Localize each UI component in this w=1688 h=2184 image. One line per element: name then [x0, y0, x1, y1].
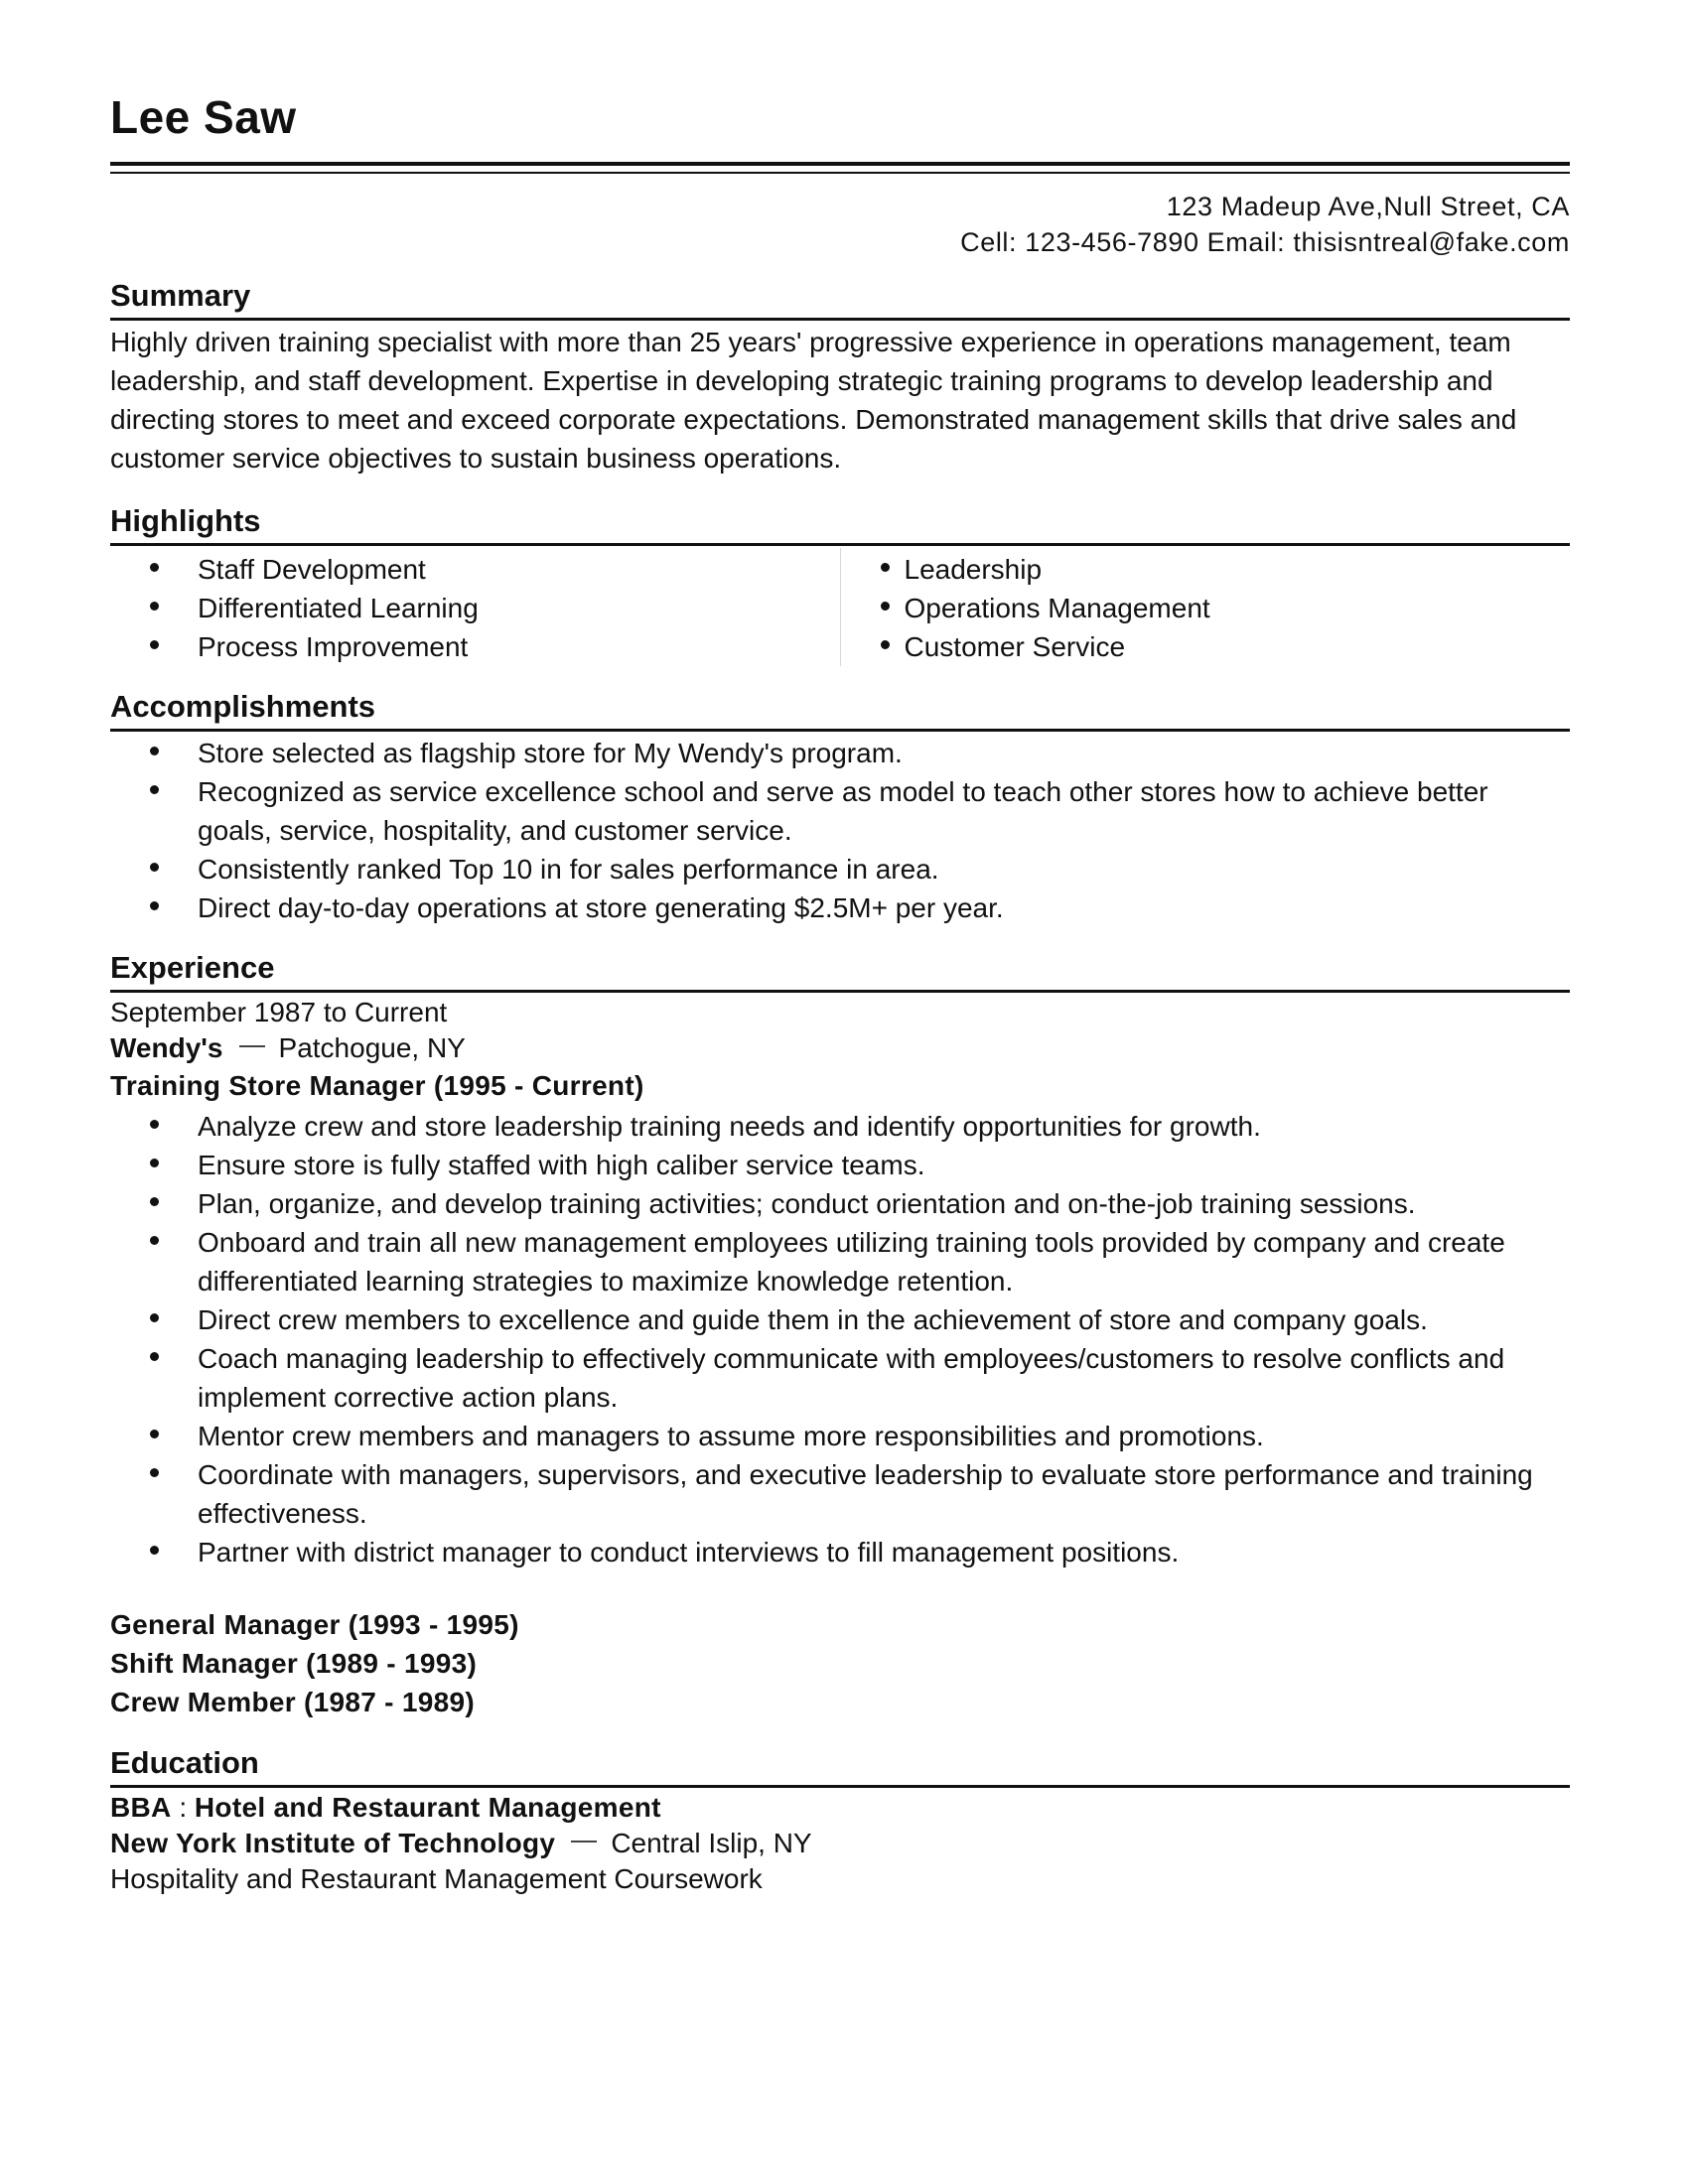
duty-item: Coach managing leadership to effectively communicate with employees/customers to resolve conflicts and implement corrective action plans.: [110, 1339, 1570, 1417]
bullet-icon: [150, 602, 159, 611]
duties-list: [110, 1107, 1570, 1571]
coursework: Hospitality and Restaurant Management Coursework: [110, 1863, 763, 1894]
job-title-current: Training Store Manager (1995 - Current): [110, 1070, 644, 1101]
job-title-previous: General Manager (1993 - 1995): [110, 1609, 519, 1640]
highlight-item: Staff Development: [110, 550, 840, 589]
section-title-experience: Experience: [110, 948, 1570, 993]
highlight-item: Customer Service: [841, 627, 1571, 666]
duty-item: Onboard and train all new management employees utilizing training tools provided by company and create differentiated learning strategies to maximize knowledge retention.: [110, 1223, 1570, 1300]
bullet-icon: [150, 563, 159, 572]
bullet-icon: [150, 1313, 159, 1322]
bullet-icon: [150, 1546, 159, 1555]
dash-separator: [571, 1841, 597, 1843]
contact-phone-email: Cell: 123-456-7890 Email: thisisntreal@fake.com: [960, 227, 1570, 257]
candidate-name: Lee Saw: [110, 91, 297, 143]
contact-block: [960, 189, 1570, 260]
bullet-icon: [150, 1236, 159, 1245]
accomplishment-item: Direct day-to-day operations at store generating $2.5M+ per year.: [110, 888, 1570, 927]
duty-item: Ensure store is fully staffed with high caliber service teams.: [110, 1146, 1570, 1184]
duty-item: Partner with district manager to conduct interviews to fill management positions.: [110, 1533, 1570, 1571]
company-location: Patchogue, NY: [278, 1032, 466, 1063]
highlight-item: Differentiated Learning: [110, 589, 840, 627]
bullet-icon: [150, 863, 159, 872]
bullet-icon: [150, 785, 159, 794]
bullet-icon: [881, 563, 890, 572]
job-title-previous: Shift Manager (1989 - 1993): [110, 1648, 478, 1679]
bullet-icon: [150, 747, 159, 755]
dash-separator: [239, 1045, 265, 1047]
job-title-previous: Crew Member (1987 - 1989): [110, 1687, 476, 1717]
accomplishment-item: Store selected as flagship store for My Wendy's program.: [110, 734, 1570, 772]
experience-section: [110, 948, 1570, 1721]
highlight-item: Operations Management: [841, 589, 1571, 627]
duty-item: Mentor crew members and managers to assume more responsibilities and promotions.: [110, 1417, 1570, 1455]
duty-item: Plan, organize, and develop training activities; conduct orientation and on-the-job training sessions.: [110, 1184, 1570, 1223]
duty-item: Analyze crew and store leadership training needs and identify opportunities for growth.: [110, 1107, 1570, 1146]
bullet-icon: [150, 1159, 159, 1167]
summary-text: Highly driven training specialist with more than 25 years' progressive experience in operations management, team leadership, and staff development. Expertise in developing strategic training programs to develop leadership and directing stores to meet and exceed corporate expectations. Demonstrated management skills that drive sales and customer service objectives to sustain business operations.: [110, 327, 1517, 474]
bullet-icon: [150, 1468, 159, 1477]
previous-roles: [110, 1605, 1570, 1721]
highlights-section: [110, 501, 1570, 666]
bullet-icon: [150, 640, 159, 649]
highlights-left-column: [110, 548, 841, 666]
duty-item: Direct crew members to excellence and guide them in the achievement of store and company goals.: [110, 1300, 1570, 1339]
school-line: [110, 1826, 1570, 1861]
summary-section: [110, 276, 1570, 478]
accomplishments-section: [110, 687, 1570, 927]
header-rule-thin: [110, 172, 1570, 174]
bullet-icon: [150, 1197, 159, 1206]
education-degree-line: [110, 1790, 1570, 1826]
school-location: Central Islip, NY: [611, 1828, 812, 1858]
section-title-accomplishments: Accomplishments: [110, 687, 1570, 732]
company-line: [110, 1030, 1570, 1066]
section-title-summary: Summary: [110, 276, 1570, 321]
bullet-icon: [881, 602, 890, 611]
bullet-icon: [150, 1352, 159, 1361]
bullet-icon: [150, 1430, 159, 1438]
section-title-education: Education: [110, 1743, 1570, 1788]
section-title-highlights: Highlights: [110, 501, 1570, 546]
accomplishment-item: Consistently ranked Top 10 in for sales performance in area.: [110, 850, 1570, 888]
experience-date-range: September 1987 to Current: [110, 997, 448, 1027]
accomplishment-item: Recognized as service excellence school and serve as model to teach other stores how to achieve better goals, service, hospitality, and customer service.: [110, 772, 1570, 850]
school-name: New York Institute of Technology: [110, 1828, 556, 1858]
highlights-right-column: [841, 548, 1571, 666]
bullet-icon: [881, 640, 890, 649]
degree: BBA: [110, 1792, 172, 1823]
highlight-item: Process Improvement: [110, 627, 840, 666]
highlight-item: Leadership: [841, 550, 1571, 589]
bullet-icon: [150, 1120, 159, 1129]
contact-address: 123 Madeup Ave,Null Street, CA: [1166, 192, 1570, 221]
highlights-grid: [110, 548, 1570, 666]
bullet-icon: [150, 901, 159, 910]
degree-separator: :: [171, 1792, 195, 1823]
degree-field: Hotel and Restaurant Management: [194, 1792, 661, 1823]
education-section: [110, 1743, 1570, 1897]
company-name: Wendy's: [110, 1032, 223, 1063]
header-rule-thick: [110, 162, 1570, 166]
duty-item: Coordinate with managers, supervisors, and executive leadership to evaluate store performance and training effectiveness.: [110, 1455, 1570, 1533]
